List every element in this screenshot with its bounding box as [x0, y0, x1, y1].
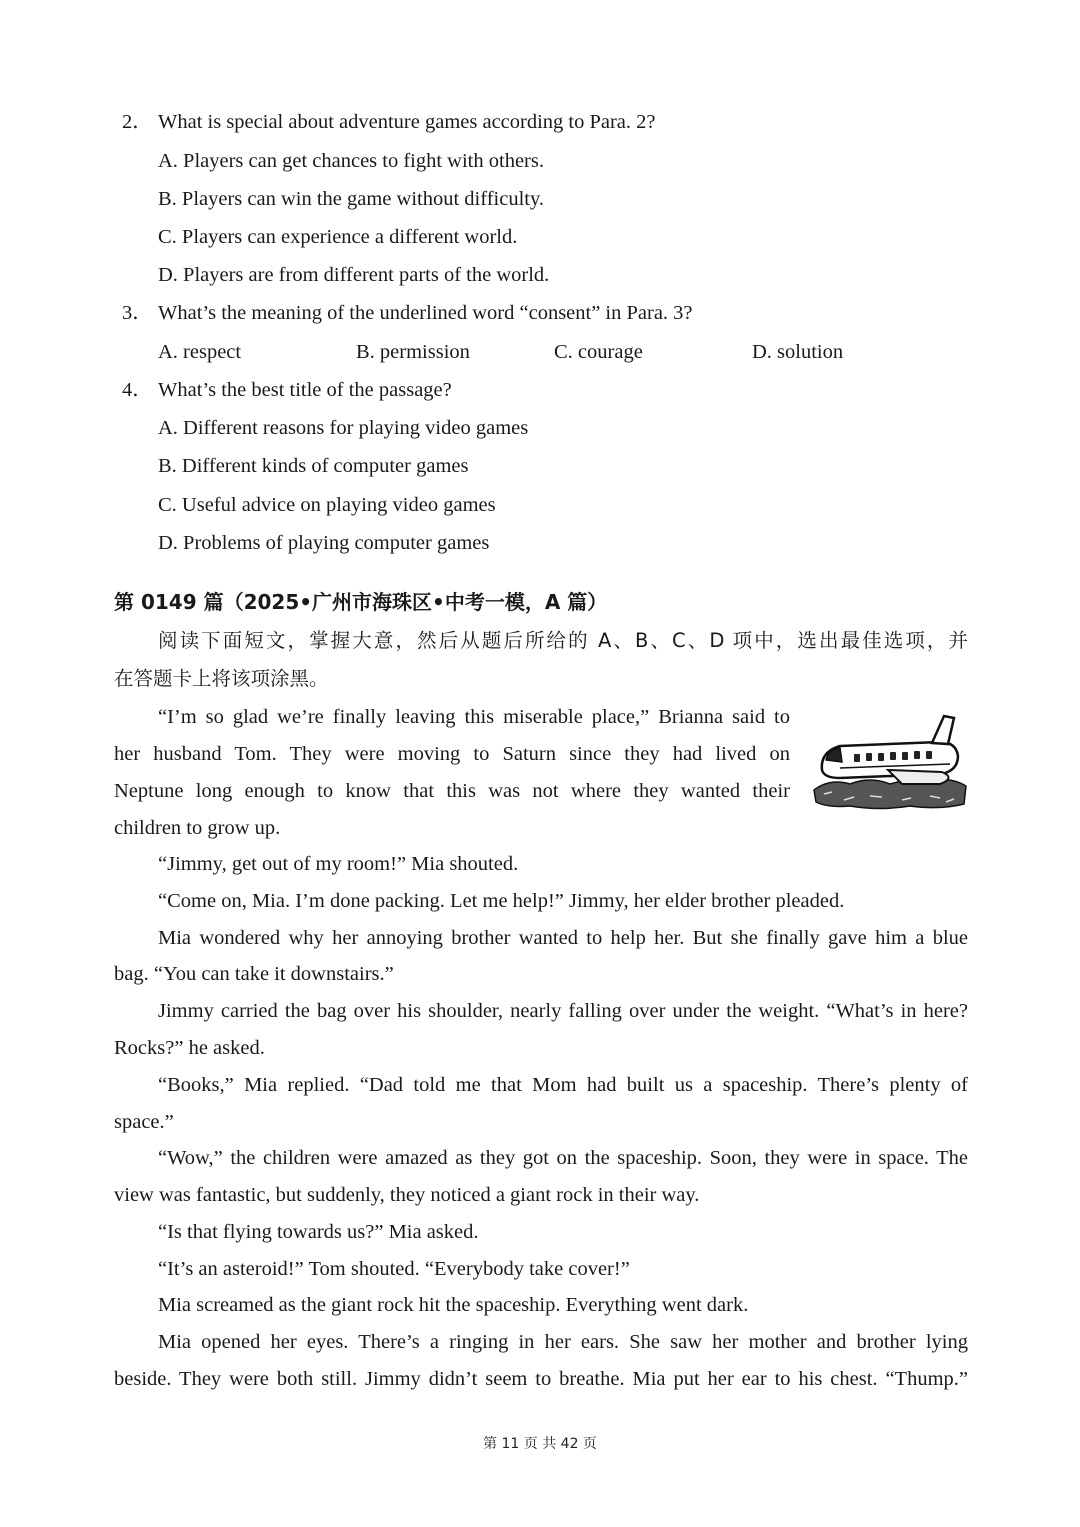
option-3b: B. permission	[356, 341, 470, 363]
spaceship-illustration	[810, 712, 970, 812]
question-2	[122, 108, 656, 136]
passage-p7-line1: “Wow,” the children were amazed as they got on the spaceship. Soon, they were in space. The	[158, 1147, 968, 1169]
section-title: 第 0149 篇（2025•广州市海珠区•中考一模，A 篇）	[114, 590, 608, 614]
question-number: 3．	[122, 302, 153, 324]
option-3d: D. solution	[752, 341, 844, 363]
passage-p3: “Come on, Mia. I’m done packing. Let me help!” Jimmy, her elder brother pleaded.	[158, 890, 845, 912]
passage-p9: “It’s an asteroid!” Tom shouted. “Everybody take cover!”	[158, 1258, 630, 1280]
option-3c: C. courage	[554, 341, 643, 363]
passage-p1-line2: her husband Tom. They were moving to Saturn since they had lived on	[114, 743, 790, 765]
option-2b: B. Players can win the game without difficulty.	[158, 188, 545, 210]
option-3a: A. respect	[158, 341, 242, 363]
passage-p4-line1: Mia wondered why her annoying brother wanted to help her. But she finally gave him a blue	[158, 927, 968, 949]
passage-p6-line1: “Books,” Mia replied. “Dad told me that Mom had built us a spaceship. There’s plenty of	[158, 1074, 968, 1096]
option-2a: A. Players can get chances to fight with others.	[158, 150, 544, 172]
instruction-line-1: 阅读下面短文，掌握大意，然后从题后所给的 A、B、C、D 项中，选出最佳选项，并	[158, 629, 968, 652]
option-2d: D. Players are from different parts of the world.	[158, 264, 550, 286]
question-text: What is special about adventure games according to Para. 2?	[158, 111, 656, 133]
passage-p8: “Is that flying towards us?” Mia asked.	[158, 1221, 479, 1243]
passage-p1-line1: “I’m so glad we’re finally leaving this miserable place,” Brianna said to	[158, 706, 790, 728]
passage-p11-line1: Mia opened her eyes. There’s a ringing in her ears. She saw her mother and brother lying	[158, 1331, 968, 1353]
option-4b: B. Different kinds of computer games	[158, 455, 469, 477]
question-text: What’s the best title of the passage?	[158, 379, 452, 401]
question-number: 4．	[122, 379, 153, 401]
question-3	[122, 299, 693, 327]
option-4a: A. Different reasons for playing video games	[158, 417, 529, 439]
passage-p2: “Jimmy, get out of my room!” Mia shouted.	[158, 853, 519, 875]
passage-p1-line3: Neptune long enough to know that this was not where they wanted their	[114, 780, 790, 802]
option-2c: C. Players can experience a different world.	[158, 226, 518, 248]
instruction-line-2: 在答题卡上将该项涂黑。	[114, 667, 329, 690]
question-number: 2．	[122, 111, 153, 133]
passage-p1-line4: children to grow up.	[114, 817, 281, 839]
passage-p6-line2: space.”	[114, 1111, 174, 1133]
passage-p7-line2: view was fantastic, but suddenly, they noticed a giant rock in their way.	[114, 1184, 700, 1206]
passage-p11-line2: beside. They were both still. Jimmy didn’t seem to breathe. Mia put her ear to his chest. “Thump.”	[114, 1368, 968, 1390]
passage-p5-line2: Rocks?” he asked.	[114, 1037, 265, 1059]
options-row-3	[158, 338, 950, 366]
passage-p4-line2: bag. “You can take it downstairs.”	[114, 963, 394, 985]
question-4	[122, 376, 452, 404]
question-text: What’s the meaning of the underlined word “consent” in Para. 3?	[158, 302, 693, 324]
passage-p5-line1: Jimmy carried the bag over his shoulder, nearly falling over under the weight. “What’s in here?	[158, 1000, 968, 1022]
page-footer: 第 11 页 共 42 页	[483, 1436, 597, 1452]
passage-p10: Mia screamed as the giant rock hit the spaceship. Everything went dark.	[158, 1294, 749, 1316]
option-4c: C. Useful advice on playing video games	[158, 494, 496, 516]
option-4d: D. Problems of playing computer games	[158, 532, 490, 554]
